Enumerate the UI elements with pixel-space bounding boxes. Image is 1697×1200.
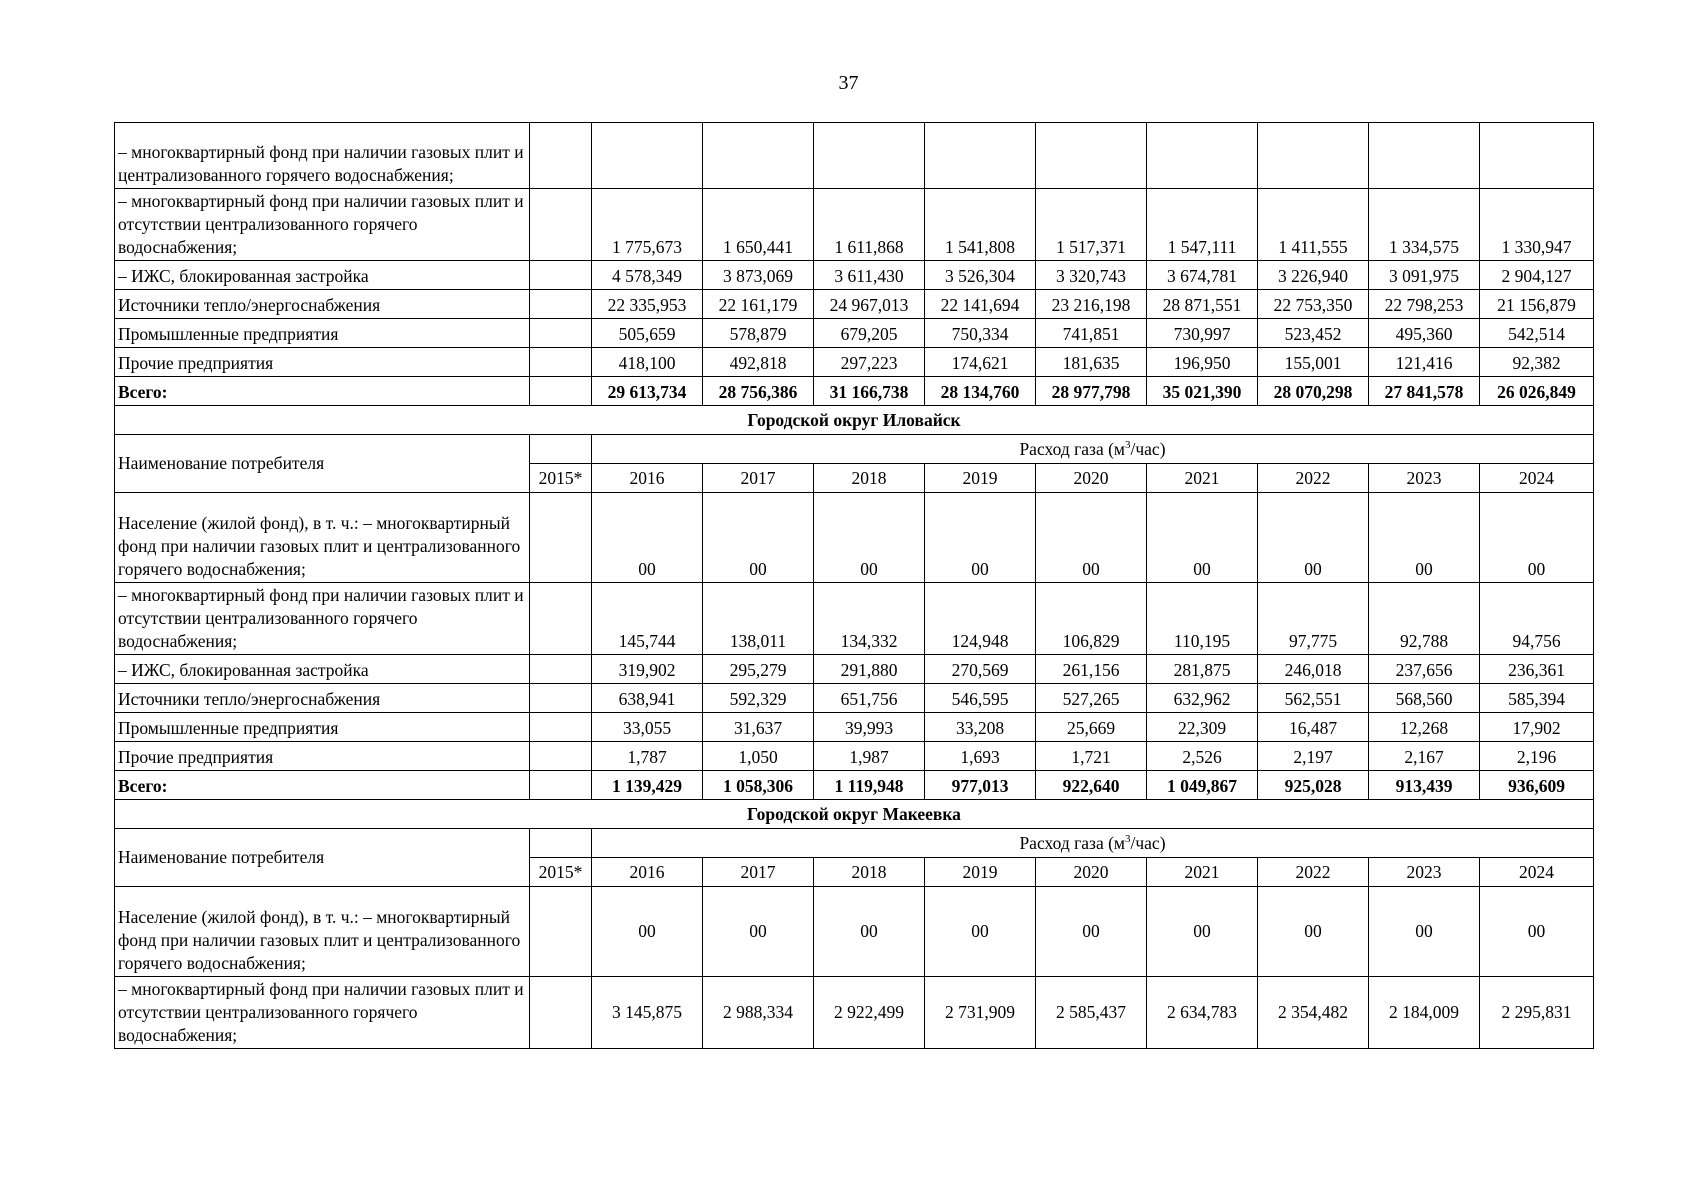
district-title-row [115,800,1594,829]
value-cell: 1 411,555 [1258,189,1369,261]
value-cell: 3 674,781 [1147,261,1258,290]
total-value: 29 613,734 [592,377,703,406]
value-cell: 124,948 [925,583,1036,655]
value-cell: 00 [925,887,1036,977]
row-label: Население (жилой фонд), в т. ч.: – многоквартирный фонд при наличии газовых плит и централизованного горячего водоснабжения; [115,887,530,977]
header-spacer [530,829,592,858]
total-value: 28 977,798 [1036,377,1147,406]
year-header-2015: 2015* [530,464,592,493]
value-cell: 33,208 [925,713,1036,742]
row-label: Промышленные предприятия [115,319,530,348]
value-cell: 2,197 [1258,742,1369,771]
value-cell: 291,880 [814,655,925,684]
row-label: Прочие предприятия [115,348,530,377]
total-value: 26 026,849 [1480,377,1594,406]
value-cell: 196,950 [1147,348,1258,377]
value-cell: 174,621 [925,348,1036,377]
row-label: Источники тепло/энергоснабжения [115,684,530,713]
district-title: Городской округ Макеевка [115,800,1594,829]
value-cell: 3 226,940 [1258,261,1369,290]
value-cell: 22 753,350 [1258,290,1369,319]
value-cell: 523,452 [1258,319,1369,348]
table-row [115,189,1594,261]
value-cell: 741,851 [1036,319,1147,348]
value-cell: 418,100 [592,348,703,377]
value-cell: 22 798,253 [1369,290,1480,319]
value-cell: 592,329 [703,684,814,713]
value-cell: 00 [1258,887,1369,977]
value-cell: 00 [1369,493,1480,583]
value-cell: 28 871,551 [1147,290,1258,319]
consumer-name-header: Наименование потребителя [115,435,530,493]
value-cell: 679,205 [814,319,925,348]
value-cell: 00 [1369,887,1480,977]
value-cell: 1 330,947 [1480,189,1594,261]
value-cell: 1 775,673 [592,189,703,261]
value-cell: 23 216,198 [1036,290,1147,319]
value-cell [1036,123,1147,189]
value-cell: 2 354,482 [1258,977,1369,1049]
value-cell: 39,993 [814,713,925,742]
total-value: 977,013 [925,771,1036,800]
year-2015-cell [530,348,592,377]
value-cell: 110,195 [1147,583,1258,655]
value-cell: 00 [814,493,925,583]
value-cell: 638,941 [592,684,703,713]
gas-consumption-header [592,829,1594,858]
value-cell: 138,011 [703,583,814,655]
value-cell: 00 [703,493,814,583]
value-cell: 319,902 [592,655,703,684]
value-cell: 505,659 [592,319,703,348]
value-cell: 578,879 [703,319,814,348]
value-cell: 270,569 [925,655,1036,684]
value-cell: 2 184,009 [1369,977,1480,1049]
year-header: 2024 [1480,858,1594,887]
district-title-row [115,406,1594,435]
value-cell: 00 [1147,887,1258,977]
year-header: 2021 [1147,464,1258,493]
value-cell: 00 [592,493,703,583]
value-cell: 106,829 [1036,583,1147,655]
value-cell: 2 988,334 [703,977,814,1049]
table-row [115,655,1594,684]
value-cell: 145,744 [592,583,703,655]
value-cell: 295,279 [703,655,814,684]
total-value: 28 070,298 [1258,377,1369,406]
value-cell: 237,656 [1369,655,1480,684]
value-cell: 25,669 [1036,713,1147,742]
value-cell: 1 650,441 [703,189,814,261]
value-cell: 2 922,499 [814,977,925,1049]
value-cell: 00 [1480,493,1594,583]
header-title-suffix: /час) [1130,832,1166,853]
value-cell: 121,416 [1369,348,1480,377]
total-value: 27 841,578 [1369,377,1480,406]
row-label: – ИЖС, блокированная застройка [115,261,530,290]
value-cell: 542,514 [1480,319,1594,348]
value-cell: 1,693 [925,742,1036,771]
value-cell: 651,756 [814,684,925,713]
table-row [115,290,1594,319]
value-cell: 632,962 [1147,684,1258,713]
value-cell: 1,050 [703,742,814,771]
value-cell: 1,987 [814,742,925,771]
table-row [115,887,1594,977]
total-value: 1 119,948 [814,771,925,800]
table-row [115,261,1594,290]
table-row [115,742,1594,771]
value-cell [925,123,1036,189]
value-cell [814,123,925,189]
value-cell: 92,788 [1369,583,1480,655]
value-cell: 2,526 [1147,742,1258,771]
value-cell: 00 [814,887,925,977]
year-2015-cell [530,123,592,189]
value-cell: 00 [592,887,703,977]
value-cell [1480,123,1594,189]
total-value: 1 058,306 [703,771,814,800]
value-cell: 00 [703,887,814,977]
year-header: 2017 [703,858,814,887]
row-label: – ИЖС, блокированная застройка [115,655,530,684]
year-header: 2023 [1369,464,1480,493]
header-row [115,435,1594,464]
header-spacer [530,435,592,464]
value-cell: 2,196 [1480,742,1594,771]
year-2015-cell [530,684,592,713]
row-label: Население (жилой фонд), в т. ч.: – многоквартирный фонд при наличии газовых плит и централизованного горячего водоснабжения; [115,493,530,583]
value-cell: 495,360 [1369,319,1480,348]
value-cell: 246,018 [1258,655,1369,684]
year-header: 2017 [703,464,814,493]
value-cell: 730,997 [1147,319,1258,348]
value-cell: 492,818 [703,348,814,377]
value-cell [703,123,814,189]
value-cell: 181,635 [1036,348,1147,377]
year-header: 2019 [925,464,1036,493]
year-header: 2019 [925,858,1036,887]
cubic-superscript: 3 [1125,832,1131,845]
value-cell: 3 526,304 [925,261,1036,290]
value-cell: 4 578,349 [592,261,703,290]
value-cell: 00 [1147,493,1258,583]
value-cell: 585,394 [1480,684,1594,713]
gas-consumption-table [114,122,1594,1049]
value-cell: 527,265 [1036,684,1147,713]
total-value: 28 756,386 [703,377,814,406]
value-cell: 562,551 [1258,684,1369,713]
header-title-prefix: Расход газа (м [1019,832,1125,853]
value-cell: 21 156,879 [1480,290,1594,319]
year-2015-cell [530,290,592,319]
value-cell [592,123,703,189]
value-cell: 92,382 [1480,348,1594,377]
value-cell: 236,361 [1480,655,1594,684]
value-cell: 281,875 [1147,655,1258,684]
total-value: 925,028 [1258,771,1369,800]
value-cell: 134,332 [814,583,925,655]
total-row [115,377,1594,406]
cubic-superscript: 3 [1125,438,1131,451]
year-header: 2020 [1036,858,1147,887]
value-cell: 2 585,437 [1036,977,1147,1049]
value-cell: 31,637 [703,713,814,742]
value-cell: 22,309 [1147,713,1258,742]
value-cell: 2 904,127 [1480,261,1594,290]
row-label: – многоквартирный фонд при наличии газовых плит и отсутствии централизованного горячего водоснабжения; [115,583,530,655]
value-cell: 2 731,909 [925,977,1036,1049]
total-value: 922,640 [1036,771,1147,800]
total-value: 1 049,867 [1147,771,1258,800]
year-2015-cell [530,742,592,771]
value-cell: 546,595 [925,684,1036,713]
total-value: 28 134,760 [925,377,1036,406]
value-cell: 17,902 [1480,713,1594,742]
table-row [115,493,1594,583]
row-label: – многоквартирный фонд при наличии газовых плит и отсутствии централизованного горячего водоснабжения; [115,977,530,1049]
value-cell: 12,268 [1369,713,1480,742]
table-row [115,684,1594,713]
header-row [115,829,1594,858]
value-cell: 1,721 [1036,742,1147,771]
value-cell: 1 611,868 [814,189,925,261]
page-number: 37 [838,72,859,94]
year-header-2015: 2015* [530,858,592,887]
header-title-prefix: Расход газа (м [1019,438,1125,459]
table-row [115,713,1594,742]
year-header: 2018 [814,464,925,493]
gas-consumption-header [592,435,1594,464]
value-cell: 22 141,694 [925,290,1036,319]
year-2015-cell [530,977,592,1049]
value-cell: 2 295,831 [1480,977,1594,1049]
total-value: 936,609 [1480,771,1594,800]
consumer-name-header: Наименование потребителя [115,829,530,887]
value-cell: 00 [1480,887,1594,977]
year-header: 2021 [1147,858,1258,887]
total-value: 35 021,390 [1147,377,1258,406]
year-header: 2022 [1258,858,1369,887]
year-header: 2016 [592,858,703,887]
value-cell: 2,167 [1369,742,1480,771]
year-2015-cell [530,771,592,800]
value-cell: 16,487 [1258,713,1369,742]
value-cell: 1 517,371 [1036,189,1147,261]
district-title: Городской округ Иловайск [115,406,1594,435]
year-2015-cell [530,583,592,655]
value-cell [1258,123,1369,189]
value-cell: 3 873,069 [703,261,814,290]
total-value: 1 139,429 [592,771,703,800]
row-label: – многоквартирный фонд при наличии газовых плит и централизованного горячего водоснабжения; [115,123,530,189]
year-header: 2024 [1480,464,1594,493]
value-cell: 33,055 [592,713,703,742]
year-2015-cell [530,377,592,406]
value-cell: 1 541,808 [925,189,1036,261]
value-cell [1147,123,1258,189]
total-label: Всего: [115,377,530,406]
table-row [115,977,1594,1049]
year-2015-cell [530,189,592,261]
value-cell: 00 [1036,887,1147,977]
year-2015-cell [530,655,592,684]
value-cell: 261,156 [1036,655,1147,684]
value-cell [1369,123,1480,189]
table-row [115,348,1594,377]
value-cell: 1,787 [592,742,703,771]
row-label: – многоквартирный фонд при наличии газовых плит и отсутствии централизованного горячего водоснабжения; [115,189,530,261]
year-2015-cell [530,493,592,583]
value-cell: 3 611,430 [814,261,925,290]
value-cell: 22 335,953 [592,290,703,319]
value-cell: 24 967,013 [814,290,925,319]
year-header: 2022 [1258,464,1369,493]
table-row [115,319,1594,348]
total-value: 31 166,738 [814,377,925,406]
value-cell: 22 161,179 [703,290,814,319]
value-cell: 1 334,575 [1369,189,1480,261]
year-header: 2023 [1369,858,1480,887]
value-cell: 1 547,111 [1147,189,1258,261]
value-cell: 00 [1036,493,1147,583]
value-cell: 2 634,783 [1147,977,1258,1049]
value-cell: 97,775 [1258,583,1369,655]
row-label: Промышленные предприятия [115,713,530,742]
value-cell: 00 [925,493,1036,583]
header-title-suffix: /час) [1130,438,1166,459]
value-cell: 568,560 [1369,684,1480,713]
value-cell: 750,334 [925,319,1036,348]
year-2015-cell [530,261,592,290]
value-cell: 297,223 [814,348,925,377]
table-row [115,583,1594,655]
total-label: Всего: [115,771,530,800]
row-label: Прочие предприятия [115,742,530,771]
year-header: 2018 [814,858,925,887]
year-header: 2016 [592,464,703,493]
table-row [115,123,1594,189]
value-cell: 3 320,743 [1036,261,1147,290]
value-cell: 3 091,975 [1369,261,1480,290]
value-cell: 00 [1258,493,1369,583]
year-header: 2020 [1036,464,1147,493]
value-cell: 94,756 [1480,583,1594,655]
total-row [115,771,1594,800]
year-2015-cell [530,887,592,977]
value-cell: 3 145,875 [592,977,703,1049]
year-2015-cell [530,713,592,742]
total-value: 913,439 [1369,771,1480,800]
value-cell: 155,001 [1258,348,1369,377]
year-2015-cell [530,319,592,348]
row-label: Источники тепло/энергоснабжения [115,290,530,319]
